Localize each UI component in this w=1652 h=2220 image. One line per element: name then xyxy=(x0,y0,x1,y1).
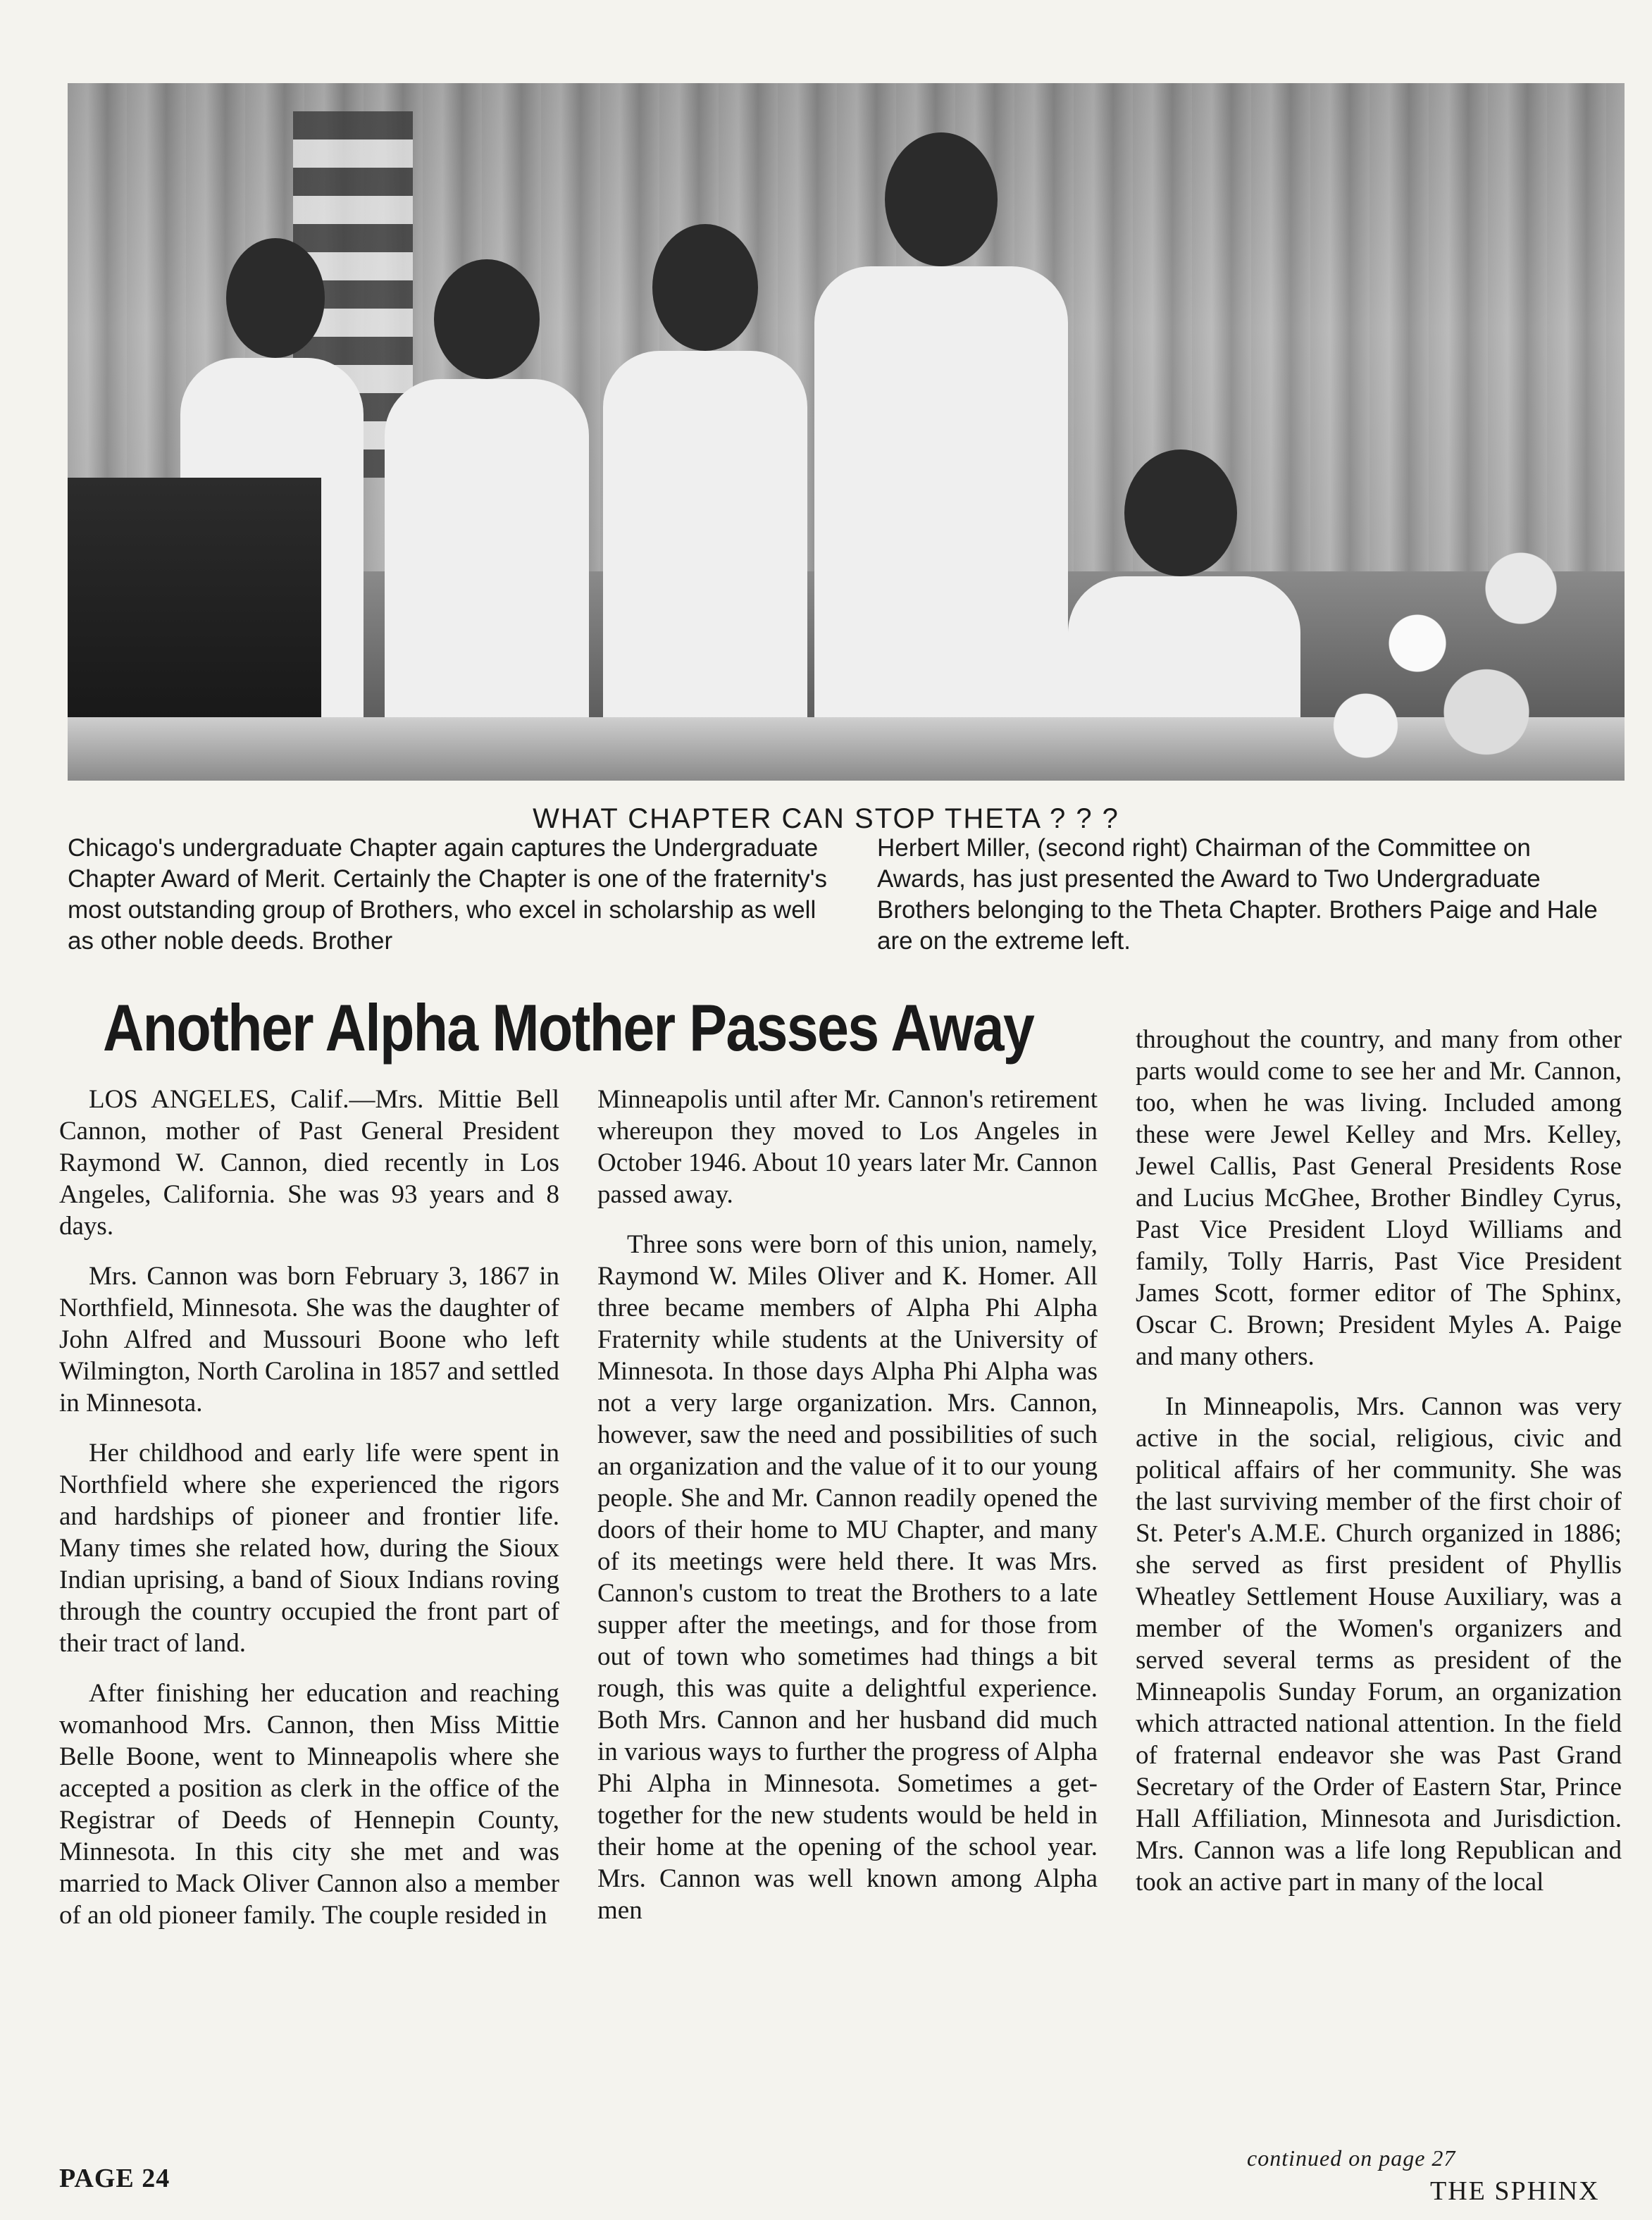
caption-left: Chicago's undergraduate Chapter again captures the Undergraduate Chapter Award of Merit. Certainly the Chapter is one of the fraternity's most outstanding group of Brothers, who excel in scholarship as well as other noble deeds. Brother xyxy=(68,834,827,955)
banquet-photo xyxy=(68,83,1625,781)
page-number: PAGE 24 xyxy=(59,2164,170,2193)
person-1-head xyxy=(226,238,325,358)
article-column-3 xyxy=(1136,1024,1622,1916)
caption-title: WHAT CHAPTER CAN STOP THETA ? ? ? xyxy=(533,803,1119,834)
person-3-head xyxy=(652,224,758,351)
continued-note: continued on page 27 xyxy=(1247,2145,1456,2171)
col2-paragraph-1: Minneapolis until after Mr. Cannon's retirement whereupon they moved to Los Angeles in October 1946. About 10 years later Mr. Cannon passed away. xyxy=(597,1085,1098,1209)
article-headline: Another Alpha Mother Passes Away xyxy=(103,991,1034,1065)
col1-paragraph-3: Her childhood and early life were spent in Northfield where she experienced the rigors and hardships of pioneer and frontier life. Many times she related how, during the Sioux Indian uprising, a band of Sioux Indians roving through the country occupied the front part of their tract of land. xyxy=(59,1439,559,1658)
article-column-2 xyxy=(597,1084,1098,1945)
person-4-head xyxy=(885,132,998,266)
col1-paragraph-1: LOS ANGELES, Calif.—Mrs. Mittie Bell Cannon, mother of Past General President Raymond W. Cannon, died recently in Los Angeles, California. She was 93 years and 8 days. xyxy=(59,1085,559,1241)
col3-paragraph-1: throughout the country, and many from other parts would come to see her and Mr. Cannon, too, when he was living. Included among these were Jewel Kelley and Mrs. Kelley, Jewel Callis, Past General Presidents Rose and Lucius McGhee, Brother Bindley Cyrus, Past Vice President Lloyd Williams and family, Tolly Harris, Past Vice President James Scott, former editor of The Sphinx, Oscar C. Brown; President Myles A. Paige and many others. xyxy=(1136,1025,1622,1371)
person-2-head xyxy=(434,259,540,379)
caption-right: Herbert Miller, (second right) Chairman of the Committee on Awards, has just presented the Award to Two Undergraduate Brothers belonging to the Theta Chapter. Brothers Paige and Hale are on the extreme left. xyxy=(877,834,1598,955)
col3-paragraph-2: In Minneapolis, Mrs. Cannon was very active in the social, religious, civic and political affairs of her community. She was the last surviving member of the first choir of St. Peter's A.M.E. Church organized in 1886; she served as first president of Phyllis Wheatley Settlement House Auxiliary, was a member of the Women's organizers and served several terms as president of the Minneapolis Sunday Forum, an organization which attracted national attention. In the field of fraternal endeavor she was Past Grand Secretary of the Order of Eastern Star, Prince Hall Affiliation, Minnesota and Jurisdiction. Mrs. Cannon was a life long Republican and took an active part in many of the local xyxy=(1136,1392,1622,1897)
person-5-head xyxy=(1124,449,1237,576)
magazine-name: THE SPHINX xyxy=(1430,2176,1600,2206)
person-3 xyxy=(603,351,807,781)
col1-paragraph-4: After finishing her education and reaching womanhood Mrs. Cannon, then Miss Mittie Belle Boone, went to Minneapolis where she accepted a position as clerk in the office of the Registrar of Deeds of Hennepin County, Minnesota. In this city she met and was married to Mack Oliver Cannon also a member of an old pioneer family. The couple resided in xyxy=(59,1679,559,1930)
col2-paragraph-2: Three sons were born of this union, namely, Raymond W. Miles Oliver and K. Homer. All three became members of Alpha Phi Alpha Fraternity while students at the University of Minnesota. In those days Alpha Phi Alpha was not a very large organization. Mrs. Cannon, however, saw the need and possibilities of such an organization and the value of it to our young people. She and Mr. Cannon readily opened the doors of their home to MU Chapter, and many of its meetings were held there. It was Mrs. Cannon's custom to treat the Brothers to a late supper after the meetings, and for those from out of town who sometimes had things a bit rough, this was quite a delightful experience. Both Mrs. Cannon and her husband did much in various ways to further the progress of Alpha Phi Alpha in Minnesota. Sometimes a get-together for the new students would be held in their home at the opening of the school year. Mrs. Cannon was well known among Alpha men xyxy=(597,1230,1098,1925)
article-column-1 xyxy=(59,1084,559,1949)
col1-paragraph-2: Mrs. Cannon was born February 3, 1867 in Northfield, Minnesota. She was the daughter of John Alfred and Mussouri Boone who left Wilmington, North Carolina in 1857 and settled in Minnesota. xyxy=(59,1262,559,1418)
person-4 xyxy=(814,266,1068,781)
flower-arrangement xyxy=(1279,506,1625,781)
